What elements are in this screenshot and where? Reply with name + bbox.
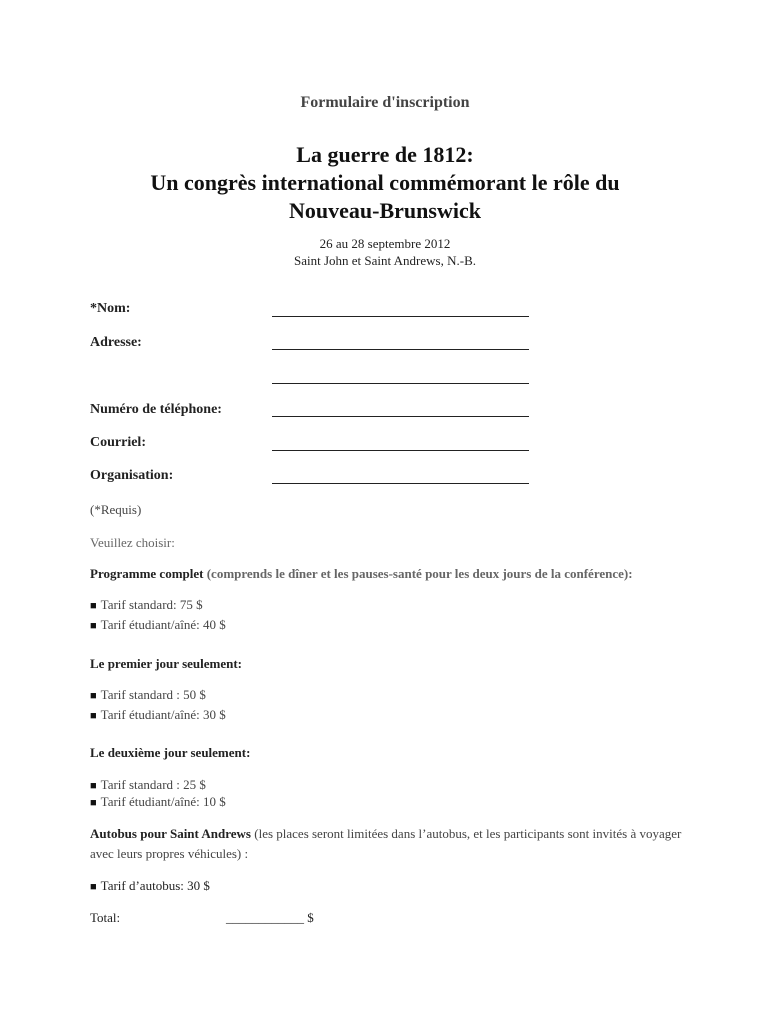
section-day2-title: Le deuxième jour seulement: [90,745,251,760]
option-day1-student[interactable] [90,707,226,723]
phone-label: Numéro de téléphone: [90,402,222,417]
checkbox-icon[interactable]: ■ [90,881,97,893]
checkbox-icon[interactable]: ■ [90,780,97,792]
option-day1-standard[interactable] [90,687,206,703]
option-label: Tarif d’autobus: 30 $ [100,878,210,893]
title-line-3: Nouveau-Brunswick [289,198,481,223]
section-day1-title: Le premier jour seulement: [90,656,242,671]
title-line-2: Un congrès international commémorant le rôle du [150,170,620,195]
option-label: Tarif standard : 50 $ [100,687,206,702]
section-full-title: Programme complet [90,566,204,581]
total-label: Total: [90,910,121,925]
checkbox-icon[interactable]: ■ [90,710,97,722]
total-field[interactable]: ____________ $ [226,910,314,925]
option-day2-standard[interactable] [90,777,206,793]
checkbox-icon[interactable]: ■ [90,600,97,612]
checkbox-icon[interactable]: ■ [90,620,97,632]
name-field[interactable] [272,316,529,317]
event-location: Saint John et Saint Andrews, N.-B. [294,253,476,268]
organization-label: Organisation: [90,468,174,483]
choose-note: Veuillez choisir: [90,535,175,550]
section-bus [90,824,690,864]
title-line-1: La guerre de 1812: [296,142,474,167]
phone-field[interactable] [272,416,529,417]
address-field-line-2[interactable] [272,383,529,384]
option-day2-student[interactable] [90,794,226,810]
checkbox-icon[interactable]: ■ [90,690,97,702]
option-label: Tarif standard : 25 $ [100,777,206,792]
form-header: Formulaire d'inscription [300,94,470,111]
option-label: Tarif étudiant/aîné: 10 $ [100,794,226,809]
address-label: Adresse: [90,335,142,350]
address-field-line-1[interactable] [272,349,529,350]
required-note: (*Requis) [90,502,142,517]
name-label: *Nom: [90,301,131,316]
option-label: Tarif étudiant/aîné: 30 $ [100,707,226,722]
event-dates: 26 au 28 septembre 2012 [319,236,451,251]
option-label: Tarif standard: 75 $ [100,597,203,612]
section-full-program [90,566,633,582]
section-bus-description: (les places seront limitées dans l’autobus, et les participants sont invités à voyager avec leurs propres véhicules) : [90,826,682,861]
email-field[interactable] [272,450,529,451]
event-info [0,235,770,269]
option-full-student[interactable] [90,617,226,633]
section-bus-title: Autobus pour Saint Andrews [90,826,251,841]
option-bus[interactable] [90,878,210,894]
email-label: Courriel: [90,435,146,450]
section-full-description: (comprends le dîner et les pauses-santé pour les deux jours de la conférence): [206,566,633,581]
conference-title [0,141,770,225]
option-label: Tarif étudiant/aîné: 40 $ [100,617,226,632]
checkbox-icon[interactable]: ■ [90,797,97,809]
option-full-standard[interactable] [90,597,203,613]
organization-field[interactable] [272,483,529,484]
